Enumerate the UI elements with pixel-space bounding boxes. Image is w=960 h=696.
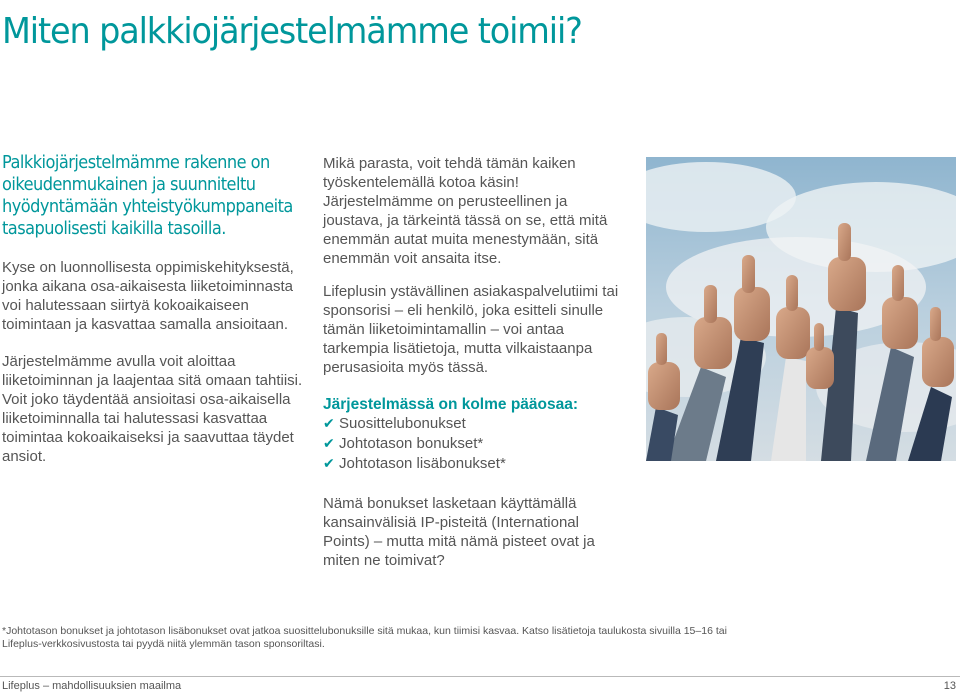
list-item (323, 454, 623, 474)
list-item-label: Suosittelubonukset (339, 415, 466, 432)
intro-text: Palkkiojärjestelmämme rakenne on oikeudenmukainen ja suunniteltu hyödyntämään yhteistyökumppaneita tasapuolisesti kaikilla tasoilla. (2, 152, 293, 239)
thumbs-up-crowd-photo (646, 157, 956, 461)
footnote (2, 625, 762, 651)
page-title: Miten palkkiojärjestelmämme toimii? (2, 11, 582, 52)
list-item (323, 434, 623, 454)
middle-column (323, 154, 623, 570)
footer-brand-text: Lifeplus – mahdollisuuksien maailma (2, 680, 182, 692)
footnote-line-1: *Johtotason bonukset ja johtotason lisäbonukset ovat jatkoa suosittelubonuksille sitä mukaa, kun tiimisi kasvaa. Katso lisätietoja taulukosta sivuilla 15–16 tai (2, 625, 727, 637)
check-icon: ✔ (323, 416, 335, 432)
page-number: 13 (943, 680, 956, 692)
middle-paragraph-2: Järjestelmämme on perusteellinen ja joustava, ja tärkeintä tässä on se, että mitä enemmän autat muita menestymään, sitä enemmän voit ansaita itse. (323, 193, 608, 267)
list-item (323, 414, 623, 434)
list-item-label: Johtotason bonukset* (339, 435, 484, 452)
middle-paragraph-3: Lifeplusin ystävällinen asiakaspalvelutiimi tai sponsorisi – eli henkilö, joka esitteli sinulle tämän liiketoimintamallin – voi antaa tarkempia lisätietoja, mutta vilkaistaanpa perusasioita myös tässä. (323, 283, 619, 376)
left-column (2, 152, 310, 466)
left-paragraph-3: Voit joko täydentää ansioitasi osa-aikaisella liiketoiminnalla tai halutessasi kasvattaa toimintaa kokoaikaiseksi ja saavuttaa täydet ansiot. (2, 391, 294, 465)
left-paragraph-1: Kyse on luonnollisesta oppimiskehityksestä, jonka aikana osa-aikaisesta liiketoiminnasta voi halutessaan siirtyä kokoaikaiseen toimintaan ja kasvattaa samalla ansioitaan. (2, 259, 294, 333)
components-heading: Järjestelmässä on kolme pääosaa: (323, 396, 579, 413)
list-item-label: Johtotason lisäbonukset* (339, 455, 506, 472)
check-icon: ✔ (323, 456, 335, 472)
middle-paragraph-4: Nämä bonukset lasketaan käyttämällä kansainvälisiä IP-pisteitä (International Points) – mutta mitä nämä pisteet ovat ja miten ne toimivat? (323, 495, 595, 569)
check-icon: ✔ (323, 436, 335, 452)
middle-paragraph-1: Mikä parasta, voit tehdä tämän kaiken työskentelemällä kotoa käsin! (323, 155, 576, 191)
components-list (323, 414, 623, 474)
footer-divider (0, 676, 960, 677)
footnote-line-2: Lifeplus-verkkosivustosta tai pyydä niitä ylemmän tason sponsoriltasi. (2, 638, 325, 650)
left-paragraph-2: Järjestelmämme avulla voit aloittaa liiketoiminnan ja laajentaa sitä omaan tahtiisi. (2, 353, 303, 389)
